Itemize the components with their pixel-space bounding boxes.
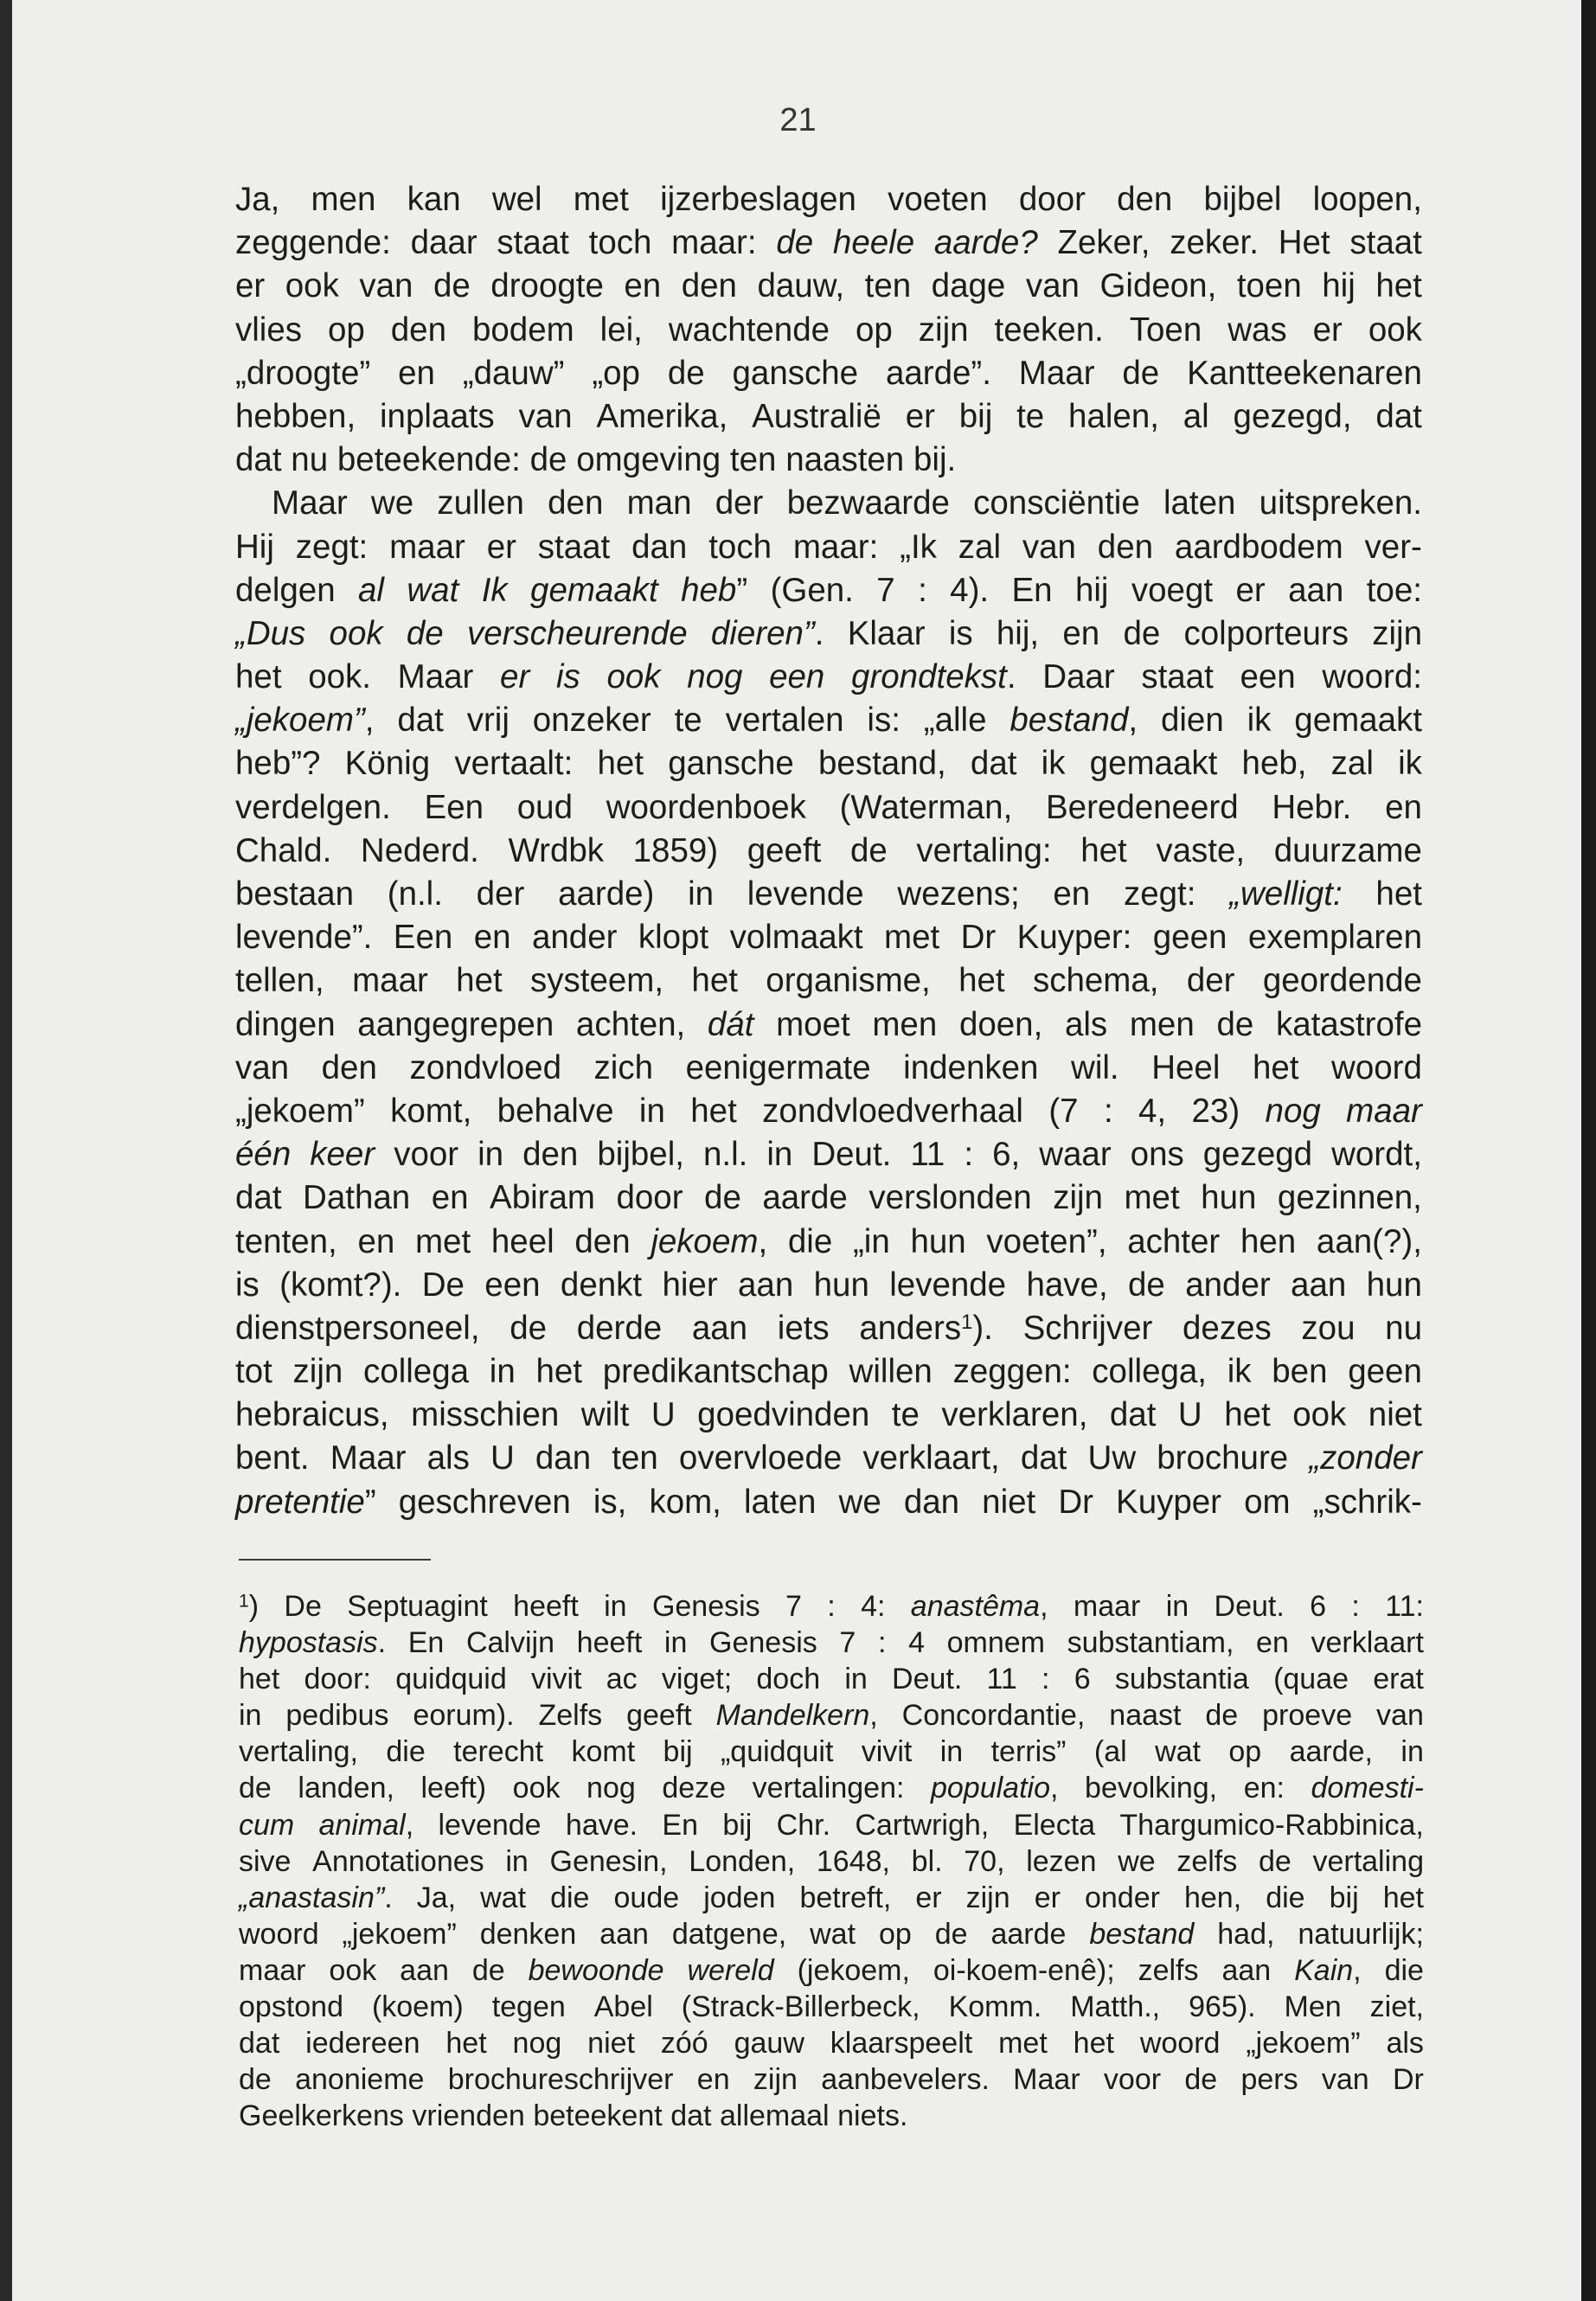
body-line: delgen al wat Ik gemaakt heb” (Gen. 7 : 4). En hij voegt er aan toe: bbox=[235, 571, 1422, 609]
body-line: dienstpersoneel, de derde aan iets anders$^1$). Schrijver dezes zou nu bbox=[235, 1309, 1422, 1347]
footnote-line: het door: quidquid vivit ac viget; doch in Deut. 11 : 6 substantia (quae erat bbox=[239, 1663, 1424, 1696]
body-line: hebben, inplaats van Amerika, Australië er bij te halen, al gezegd, dat bbox=[235, 397, 1422, 435]
body-line: bestaan (n.l. der aarde) in levende wezens; en zegt: „welligt: het bbox=[235, 875, 1422, 913]
body-line: „Dus ook de verscheurende dieren”. Klaar is hij, en de colporteurs zijn bbox=[235, 614, 1422, 652]
body-line: levende”. Een en ander klopt volmaakt met Dr Kuyper: geen exemplaren bbox=[235, 919, 1422, 957]
footnote-line: dat iedereen het nog niet zóó gauw klaarspeelt met het woord „jekoem” als bbox=[239, 2027, 1424, 2061]
body-line: bent. Maar als U dan ten overvloede verklaart, dat Uw brochure „zonder bbox=[235, 1439, 1422, 1477]
footnote-line: $^1$) De Septuagint heeft in Genesis 7 : 4: anastêma, maar in Deut. 6 : 11: bbox=[239, 1590, 1424, 1623]
page-number: 21 bbox=[779, 102, 817, 138]
body-line: van den zondvloed zich eenigermate indenken wil. Heel het woord bbox=[235, 1048, 1422, 1086]
body-line: dingen aangegrepen achten, dát moet men doen, als men de katastrofe bbox=[235, 1005, 1422, 1043]
footnote-line: woord „jekoem” denken aan datgene, wat op de aarde bestand had, natuurlijk; bbox=[239, 1917, 1424, 1951]
footnote-line: Geelkerkens vrienden beteekent dat allemaal niets. bbox=[239, 2099, 908, 2133]
footnote-line: hypostasis. En Calvijn heeft in Genesis 7 : 4 omnem substantiam, en verklaart bbox=[239, 1626, 1424, 1660]
body-line: is (komt?). De een denkt hier aan hun levende have, de ander aan hun bbox=[235, 1266, 1422, 1304]
footnote-line: sive Annotationes in Genesin, Londen, 1648, bl. 70, lezen we zelfs de vertaling bbox=[239, 1844, 1424, 1878]
body-line: hebraicus, misschien wilt U goedvinden te verklaren, dat U het ook niet bbox=[235, 1396, 1422, 1434]
body-line: één keer voor in den bijbel, n.l. in Deut. 11 : 6, waar ons gezegd wordt, bbox=[235, 1136, 1422, 1174]
body-line: dat Dathan en Abiram door de aarde verslonden zijn met hun gezinnen, bbox=[235, 1179, 1422, 1217]
scan-edge bbox=[1581, 0, 1596, 2301]
footnote-line: de landen, leeft) ook nog deze vertalingen: populatio, bevolking, en: domesti- bbox=[239, 1772, 1424, 1805]
body-line: heb”? König vertaalt: het gansche bestand, dat ik gemaakt heb, zal ik bbox=[235, 745, 1422, 783]
body-line: „jekoem” komt, behalve in het zondvloedverhaal (7 : 4, 23) nog maar bbox=[235, 1092, 1422, 1130]
body-line: Chald. Nederd. Wrdbk 1859) geeft de vertaling: het vaste, duurzame bbox=[235, 831, 1422, 869]
body-line: Hij zegt: maar er staat dan toch maar: „Ik zal van den aardbodem ver- bbox=[235, 528, 1422, 566]
body-line: tellen, maar het systeem, het organisme, het schema, der geordende bbox=[235, 962, 1422, 1000]
body-line: Ja, men kan wel met ijzerbeslagen voeten door den bijbel loopen, bbox=[235, 181, 1422, 218]
body-line: zeggende: daar staat toch maar: de heele aarde? Zeker, zeker. Het staat bbox=[235, 224, 1422, 262]
body-line: het ook. Maar er is ook nog een grondtekst. Daar staat een woord: bbox=[235, 658, 1422, 696]
body-line: tot zijn collega in het predikantschap willen zeggen: collega, ik ben geen bbox=[235, 1353, 1422, 1391]
footnote-line: de anonieme brochureschrijver en zijn aanbevelers. Maar voor de pers van Dr bbox=[239, 2063, 1424, 2097]
body-line: Maar we zullen den man der bezwaarde consciëntie laten uitspreken. bbox=[272, 484, 1422, 522]
footnote-line: „anastasin”. Ja, wat die oude joden betreft, er zijn er onder hen, die bij het bbox=[239, 1881, 1424, 1914]
footnote-line: opstond (koem) tegen Abel (Strack-Billerbeck, Komm. Matth., 965). Men ziet, bbox=[239, 1990, 1424, 2024]
body-line: tenten, en met heel den jekoem, die „in hun voeten”, achter hen aan(?), bbox=[235, 1222, 1422, 1260]
body-line: er ook van de droogte en den dauw, ten dage van Gideon, toen hij het bbox=[235, 267, 1422, 305]
body-line: vlies op den bodem lei, wachtende op zijn teeken. Toen was er ook bbox=[235, 311, 1422, 349]
body-line: verdelgen. Een oud woordenboek (Waterman, Beredeneerd Hebr. en bbox=[235, 788, 1422, 826]
footnote-separator bbox=[239, 1559, 431, 1561]
body-line: „droogte” en „dauw” „op de gansche aarde”. Maar de Kantteekenaren bbox=[235, 354, 1422, 392]
body-line: pretentie” geschreven is, kom, laten we dan niet Dr Kuyper om „schrik- bbox=[235, 1483, 1422, 1521]
footnote-line: maar ook aan de bewoonde wereld (jekoem, oi-koem-enê); zelfs aan Kain, die bbox=[239, 1953, 1424, 1987]
body-text bbox=[235, 178, 1422, 1524]
footnote-line: in pedibus eorum). Zelfs geeft Mandelkern, Concordantie, naast de proeve van bbox=[239, 1699, 1424, 1733]
footnote-line: vertaling, die terecht komt bij „quidquit vivit in terris” (al wat op aarde, in bbox=[239, 1735, 1424, 1769]
footnote-line: cum animal, levende have. En bij Chr. Cartwrigh, Electa Thargumico-Rabbinica, bbox=[239, 1808, 1424, 1842]
body-line: „jekoem”, dat vrij onzeker te vertalen is: „alle bestand, dien ik gemaakt bbox=[235, 702, 1422, 740]
body-line: dat nu beteekende: de omgeving ten naasten bij. bbox=[235, 441, 957, 479]
footnotes bbox=[239, 1588, 1424, 2134]
